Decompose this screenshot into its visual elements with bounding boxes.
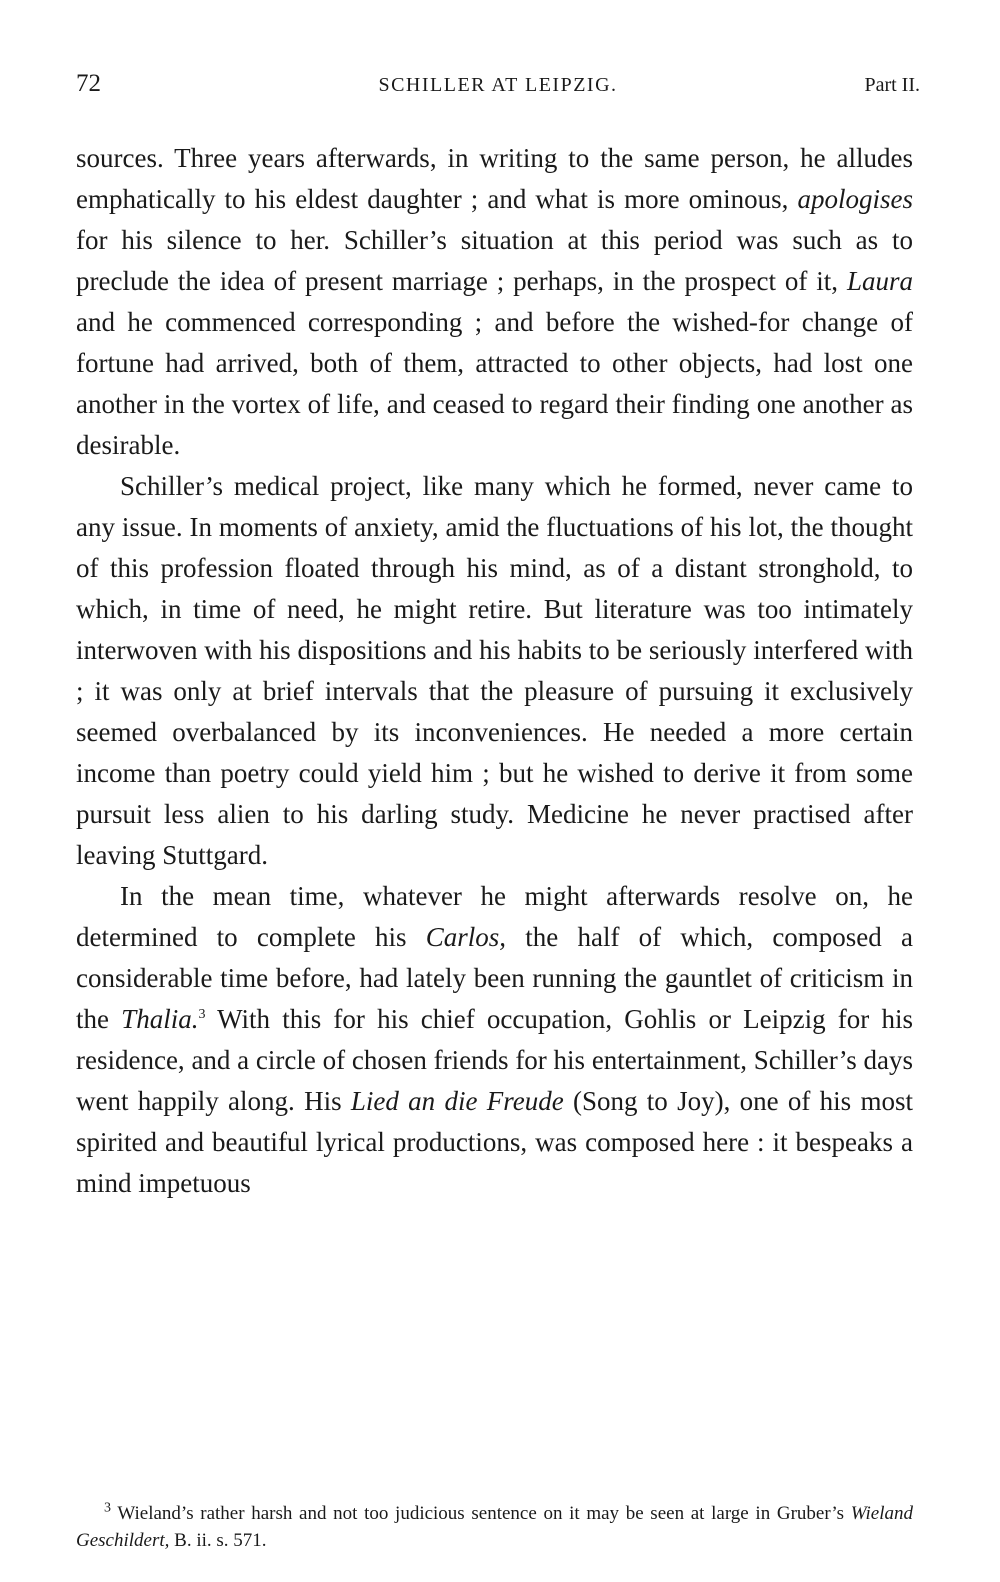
- italic-text: Laura: [846, 266, 913, 296]
- page-number: 72: [76, 70, 101, 97]
- text-run: B. ii. s. 571.: [169, 1530, 267, 1551]
- text-run: Wieland’s rather harsh and not too judicious sentence on it may be seen at large in Gruber’s: [111, 1503, 851, 1524]
- italic-text: Thalia.: [121, 1004, 199, 1034]
- italic-text: Wieland Geschildert,: [76, 1503, 913, 1551]
- text-run: Schiller’s medical project, like many which he formed, never came to any issue. In moments of anxiety, amid the fluctuations of his lot, the thought of this profession floated through his mind, as of a distant stronghold, to which, in time of need, he might retire. But literature was too intimately interwoven with his dispositions and his habits to be seriously interfered with ; it was only at brief intervals that the pleasure of pursuing it exclusively seemed overbalanced by its inconveniences. He needed a more certain income than poetry could yield him ; but he wished to derive it from some pursuit less alien to his darling study. Medicine he never practised after leaving Stuttgard.: [76, 471, 913, 870]
- text-run: for his silence to her. Schiller’s situation at this period was such as to preclude the idea of present marriage ; perhaps, in the prospect of it,: [76, 225, 913, 296]
- body-text: [76, 138, 913, 1204]
- footnote-marker: 3: [104, 1500, 111, 1516]
- footnote: [76, 1500, 913, 1554]
- text-run: With this for his chief occupation, Gohlis or Leipzig for his residence, and a circle of chosen friends for his entertainment, Schiller’s days went happily along. His: [76, 1004, 913, 1116]
- text-run: sources. Three years afterwards, in writing to the same person, he alludes emphatically to his eldest daughter ; and what is more ominous,: [76, 143, 913, 214]
- italic-text: apologises: [797, 184, 913, 214]
- footnote-marker: 3: [198, 1007, 206, 1022]
- text-run: (Song to Joy), one of his most spirited and beautiful lyrical productions, was composed here : it bespeaks a mind impetuous: [76, 1086, 913, 1198]
- part-label: Part II.: [864, 74, 920, 96]
- text-run: the half of which, composed a considerable time before, had lately been running the gauntlet of criticism in the: [76, 922, 913, 1034]
- paragraph: [76, 876, 913, 1204]
- italic-text: Carlos,: [425, 922, 507, 952]
- page-header: [76, 70, 920, 110]
- text-run: In the mean time, whatever he might afterwards resolve on, he determined to complete his: [76, 881, 913, 952]
- text-run: and he commenced corresponding ; and before the wished-for change of fortune had arrived, both of them, attracted to other objects, had lost one another in the vortex of life, and ceased to regard their finding one another as desirable.: [76, 307, 913, 460]
- footnotes: [76, 1500, 913, 1554]
- paragraph: [76, 138, 913, 466]
- italic-text: Lied an die Freude: [350, 1086, 564, 1116]
- paragraph: [76, 466, 913, 876]
- running-title: SCHILLER AT LEIPZIG.: [378, 74, 618, 96]
